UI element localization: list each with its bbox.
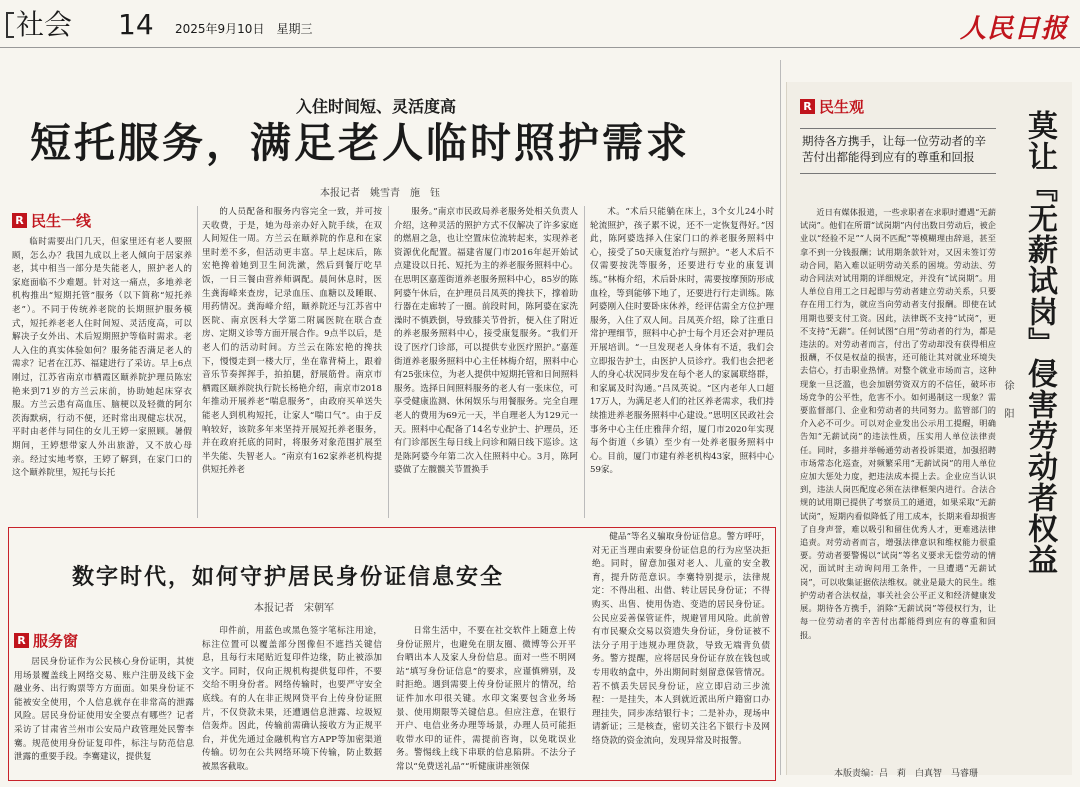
page-number: 14	[118, 8, 154, 41]
article-column-4-text: 术。“术后只能躺在床上，3个女儿24小时轮流照护，孩子累不说，还不一定恢复得好。”因此，陈阿婆选择入住家门口的养老服务照料中心，接受了50天康复治疗与照护。“老人术后不仅需要按洗等服务，还要进行专业的康复训练。”林梅介绍，术后卧床时，需要按摩预防形成血栓，等到能够下地了，还要进行行走训练。陈阿婆刚入住时要卧床休养，经评估需全方位护理服务，入住了双人间。吕凤英介绍，除了注重日常护理细节，照料中心护士每个月还会对护理员开展培训。“一旦发现老人身体有不适，我们会立即报告护士，由医护人员诊疗。我们也会把老人的身心状况同步发在每个老人的家属联络群，和家属及时沟通。”吕凤英说。“区内老年人口超17万人，为满足老人们的社区养老需求，我们持续推进养老服务照料中心建设。”思明区民政社会事务中心主任庄雅萍介绍，厦门市2020年实现每个街道（乡镇）至少有一处养老服务照料中心。目前，厦门市建有养老机构43家，照料中心59家。	[590, 207, 774, 476]
brand-r-icon: R	[14, 633, 29, 648]
brand-r-icon: R	[800, 99, 815, 114]
masthead-bracket	[6, 12, 14, 38]
boxed-column-4-text: 健品”等名义骗取身份证信息。警方呼吁，对无正当理由索要身份证信息的行为应坚决拒绝。同时，留意加强对老人、儿童的安全教育，提升防范意识。李騫特别提示，法律规定：不得出租、出借、转让居民身份证；不得购买、出售、使用伪造、变造的居民身份证。公民应妥善保管证件，规避冒用风险。此前曾有市民聚众交易以资遗失身份证，身份证被不法分子用于违规办理贷款，导致无端背负债务。警方提醒，应将居民身份证存放在钱包或专用收纳盒中，外出期间时刻留意保管情况。若不慎丢失居民身份证，应立即启动三步流程：一是挂失，本人到就近派出所户籍窗口办理挂失，同步冻结银行卡；二是补办，现场申请新证；三是核查，密切关注名下银行卡及网络贷款的资金流向，发现异常及时报警。	[592, 532, 770, 746]
boxed-column-2-text: 印件前，用蓝色或黑色签字笔标注用途，标注位置可以覆盖部分图像但不遮挡关键信息，且每行末尾贴近复印件边缘，防止被添加文字。同时，仅向正规机构提供复印件，不要交给不明身份者。网络传输时，也要严守安全底线。有的人在非正规网贷平台上传身份证照片，不仅贷款未果，还遭遇信息泄露、垃圾短信轰炸。因此，传输前需确认接收方为正规平台，并优先通过金融机构官方APP等加密渠道传输。切勿在公共网络环境下传输，防止数据被黑客截取。	[202, 626, 382, 772]
article-column-4	[590, 206, 774, 518]
page-masthead	[0, 0, 1080, 48]
opinion-headline: 莫让『无薪试岗』侵害劳动者权益	[1022, 110, 1057, 575]
opinion-body	[800, 206, 996, 760]
boxed-column-1-text: 居民身份证作为公民核心身份证明，其使用场景覆盖线上网络交易、账户注册及线下金融业务、出行购票等方方面面。如果身份证不能被安全使用，个人信息就存在非常高的泄露风险。居民身份证使用安全要点有哪些？记者采访了甘肃省兰州市公安局户政管理处民警李騫。规范使用身份证复印件，标注与防范信息泄露的重要手段。李騫建议，提供复	[14, 657, 194, 763]
boxed-article-headline: 数字时代，如何守护居民身份证信息安全	[72, 565, 505, 590]
column-label-minsheng	[12, 210, 91, 231]
opinion-author: 徐 阳	[1002, 380, 1013, 422]
article-byline: 本报记者 姚雪青 施 钰	[320, 188, 440, 199]
section-name: 社会	[16, 8, 73, 41]
opinion-pullquote: 期待各方携手，让每一位劳动者的辛苦付出都能得到应有的尊重和回报	[800, 128, 996, 174]
newspaper-logo: 人民日报	[959, 14, 1068, 44]
column-label-text: 民生一线	[31, 212, 92, 230]
article-column-2	[202, 206, 382, 518]
article-column-3-text: 服务。”南京市民政局养老服务处相关负责人介绍，这种灵活的照护方式不仅解决了许多家庭的燃眉之急，也让空置床位流转起来，实现养老资源优化配置。福建省厦门市2016年起开始试点建设以日托、短托为主的养老服务照料中心。在思明区嘉莲街道养老服务照料中心，85岁的陈阿婆午休后，在护理员吕凤英的搀扶下，撑着助行器在走廊转了一圈。前段时间，陈阿婆在家洗澡时不慎跌倒，导致膝关节骨折，便入住了附近的养老服务照料中心，接受康复服务。“我们开设了医疗门诊部，可以提供专业医疗照护。”嘉莲街道养老服务照料中心主任林梅介绍，照料中心有25张床位，为老人提供中短期托管和日间照料服务。选择日间照料服务的老人有一张床位，可享受健康监测、休闲娱乐与用餐服务。完全自理老人的费用为69元一天，半自理老人为129元一天。照料中心配备了14名专业护士、护理员，还有门诊部医生每日线上问诊和隔日线下巡诊。这是陈阿婆今年第二次入住照料中心。3月，陈阿婆做了左髋髋关节置换手	[394, 207, 578, 476]
column-label-text: 服务窗	[33, 632, 79, 650]
article-column-1	[12, 236, 192, 518]
boxed-column-2	[202, 625, 382, 776]
page-editors: 本版责编：吕 莉 白真智 马睿珊	[834, 769, 979, 779]
column-label-fuwuchuang	[14, 630, 78, 651]
boxed-article-byline: 本报记者 宋朝军	[254, 603, 334, 614]
boxed-column-4	[592, 531, 770, 776]
article-column-3	[394, 206, 578, 518]
boxed-column-3-text: 日常生活中，不要在社交软件上随意上传身份证照片，也避免在朋友圈、微博等公开平台晒出本人及家人身份信息。面对一些不明网站“填写身份证信息”的要求，应谨慎辨别，及时拒绝。遇到需要上传身份证照片的情况，给证件加水印很关键。水印文案要包含业务场景、使用期限等关键信息。但应注意，在银行开户、电信业务办理等场景，办理人员可能拒收带水印的证件，需提前咨询，以免耽误业务。警惕线上线下串联的信息陷阱。不法分子常以“免费送礼品”“听健康讲座领保	[396, 626, 576, 772]
column-label-minshengguan	[800, 96, 864, 117]
boxed-column-3	[396, 625, 576, 776]
column-divider	[584, 206, 585, 518]
article-kicker: 入住时间短、灵活度高	[296, 97, 457, 116]
brand-r-icon: R	[12, 213, 27, 228]
article-headline: 短托服务，满足老人临时照护需求	[30, 119, 690, 167]
column-divider	[197, 206, 198, 518]
boxed-column-1	[14, 656, 194, 776]
article-column-2-text: 的人员配备和服务内容完全一致，并可按天收费，于是，她为母亲办好入院手续，在双人间短住一周。方兰云在颐养院的作息和在家里时差不多，但活动更丰富。早上起床后，陈宏艳搀着她到卫生间洗漱，然后到餐厅吃早饭，一日三餐由营养师调配。晨间休息时，医生龚海峰来查房，记录血压、血糖以及睡眠、用药情况。龚海峰介绍，颐养院还与江苏省中医院、南京医科大学第二附属医院在联合查房、定期义诊等方面开展合作。9点半以后，是老人们的活动时间。方兰云在陈宏艳的搀扶下，慢慢走到一楼大厅，坐在靠背椅上，跟着音乐节奏挥挥手，拍拍腿，舒展筋骨。南京市栖霞区颐养院执行院长杨艳介绍，南京市2018年推动开展养老“喘息服务”，由政府买单送失能老人到机构短托，让家人“喘口气”。由于反响较好，该院多年来坚持开展短托养老服务，并在政府托底的同时，将服务对象范围扩展至半失能、失智老人。“南京有162家养老机构提供短托养老	[202, 207, 382, 476]
opinion-body-text: 近日有媒体报道，一些求职者在求职时遭遇“无薪试岗”。他们在所谓“试岗期”内付出数日劳动后，被企业以“经验不足”“人岗不匹配”等模糊理由辞退，甚至拿不到一分钱报酬；试用期条款针对，又因未签订劳动合同，陷入难以证明劳动关系的困境。劳动法、劳动合同法对试用期的详细规定，并没有“试岗期”。用人单位自用工之日起即与劳动者建立劳动关系，只要存在用工行为，就应当向劳动者支付报酬。即使在试用期也要支付工资。因此，法律既不支持“试岗”，更不支持“无薪”。任何试图“白用”劳动者的行为，都是违法的。对劳动者而言，付出了劳动却没有获得相应报酬，不仅是权益的损害，还可能让其对就业环境失去信心，打击职业热情。对整个就业市场而言，这种现象一旦泛滥，也会加剧劳资双方的不信任，破坏市场竞争的公平性，危害不小。如何遏制这一现象？需要监督部门、企业和劳动者的共同努力。监管部门的介入必不可少。可以对企业发出公示用工提醒，明确告知“无薪试岗”的违法性质，压实用人单位法律责任。同时，多措并举畅通劳动者投诉渠道，加强招聘市场常态化巡查，对频繁采用“无薪试岗”的用人单位应加大惩处力度，把违法成本提上去。企业应当认识到，违法人岗匹配度必须在法律框架内进行。合法合规的试用期已提供了考察员工的通道，如果采取“无薪试岗”，短期内看似降低了用工成本，长期来看却损害了自身声誉，难以吸引和留住优秀人才，更难逃法律追责。对劳动者而言，增强法律意识和维权能力很重要。劳动者要警惕以“试岗”等名义要求无偿劳动的情况，面试时主动询问用工条件，一旦遭遇“无薪试岗”，可以收集证据依法维权。就业是最大的民生。维护劳动者合法权益，事关社会公平正义和经济健康发展。期待各方携手，消除“无薪试岗”等侵权行为，让每一位劳动者的辛苦付出都能得到应有的尊重和回报。	[800, 207, 996, 640]
column-divider	[388, 206, 389, 518]
issue-date: 2025年9月10日 星期三	[175, 22, 313, 36]
column-label-text: 民生观	[819, 98, 865, 116]
article-column-1-text: 临时需要出门几天，但家里还有老人要照顾，怎么办？我国九成以上老人倾向于居家养老，其中相当一部分是失能老人，照护老人的家庭面临不少难题。针对这一痛点，多地养老机构推出“短期托管”服务（以下简称“短托养老”）。不同于传统养老院的长期照护服务模式，短托养老老人住时间短、灵活度高，可以解决子女外出、术后短期照护等临时需求。老人入住的真实体验如何？服务能否满足老人的需求？记者在江苏、福建进行了采访。早上6点刚过，江苏省南京市栖霞区颐养院护理员陈宏艳来到71岁的方兰云床前，协助她起床穿衣服。方兰云患有高血压、脑梗以及轻微的阿尔茨海默病，行动不便，还时常出现健忘状况，平时由老伴与同住的女儿王婷一家照顾。暑假期间，王婷想带家人外出旅游，又不放心母亲。经过实地考察，王婷了解到，在家门口的这个颐养院里，短托与长托	[12, 237, 192, 479]
section-divider	[780, 60, 781, 775]
